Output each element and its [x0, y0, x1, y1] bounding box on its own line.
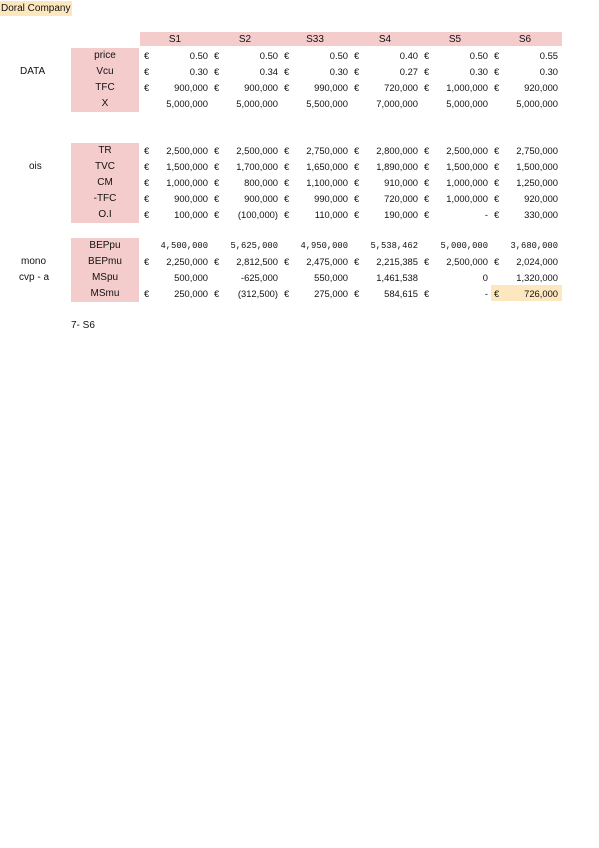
table-cell: 3,680,000 [510, 241, 558, 251]
table-cell: 2,024,000 [516, 256, 558, 267]
table-cell: 1,650,000 [306, 161, 348, 172]
currency-symbol: € [354, 177, 360, 188]
currency-symbol: € [424, 50, 430, 61]
currency-symbol: € [284, 209, 290, 220]
table-cell: 0 [482, 272, 488, 283]
currency-symbol: € [354, 66, 360, 77]
currency-symbol: € [494, 288, 500, 299]
table-cell: 1,500,000 [516, 161, 558, 172]
table-cell: 900,000 [174, 193, 208, 204]
table-cell: 4,950,000 [300, 241, 348, 251]
table-cell: 1,000,000 [166, 177, 208, 188]
table-cell: 0.27 [399, 66, 418, 77]
currency-symbol: € [284, 161, 290, 172]
table-cell: 2,812,500 [236, 256, 278, 267]
currency-symbol: € [214, 145, 220, 156]
table-cell: 5,000,000 [516, 98, 558, 109]
currency-symbol: € [424, 256, 430, 267]
currency-symbol: € [214, 66, 220, 77]
group-label-mono: mono [21, 256, 47, 267]
table-cell: 2,500,000 [446, 256, 488, 267]
group-label-data: DATA [20, 66, 46, 77]
currency-symbol: € [144, 66, 150, 77]
table-cell: 190,000 [384, 209, 418, 220]
table-cell: 550,000 [314, 272, 348, 283]
table-cell: 990,000 [314, 193, 348, 204]
column-header-s4: S4 [378, 34, 392, 45]
currency-symbol: € [494, 193, 500, 204]
table-cell: 1,320,000 [516, 272, 558, 283]
currency-symbol: € [494, 161, 500, 172]
company-title: Doral Company [1, 3, 71, 14]
currency-symbol: € [494, 145, 500, 156]
row-label-mspu: MSpu [71, 270, 139, 286]
currency-symbol: € [144, 161, 150, 172]
currency-symbol: € [214, 161, 220, 172]
table-cell: 720,000 [384, 193, 418, 204]
currency-symbol: € [424, 161, 430, 172]
table-cell: -625,000 [240, 272, 278, 283]
currency-symbol: € [354, 256, 360, 267]
currency-symbol: € [494, 177, 500, 188]
column-header-s2: S2 [238, 34, 252, 45]
table-cell: 5,000,000 [440, 241, 488, 251]
row-label-price: price [71, 48, 139, 64]
row-label-tfc: -TFC [71, 191, 139, 207]
currency-symbol: € [214, 256, 220, 267]
table-cell: (100,000) [237, 209, 278, 220]
table-cell: 900,000 [174, 82, 208, 93]
table-cell: 584,615 [384, 288, 418, 299]
note-text: 7- S6 [71, 320, 95, 331]
column-header-s6: S6 [518, 34, 532, 45]
table-cell: 2,800,000 [376, 145, 418, 156]
currency-symbol: € [494, 209, 500, 220]
currency-symbol: € [284, 82, 290, 93]
currency-symbol: € [354, 82, 360, 93]
table-cell: 2,750,000 [306, 145, 348, 156]
currency-symbol: € [144, 145, 150, 156]
row-label-tvc: TVC [71, 159, 139, 175]
currency-symbol: € [424, 193, 430, 204]
table-cell: 800,000 [244, 177, 278, 188]
currency-symbol: € [354, 288, 360, 299]
table-cell: 2,250,000 [166, 256, 208, 267]
currency-symbol: € [214, 193, 220, 204]
table-cell: 2,475,000 [306, 256, 348, 267]
table-cell: 1,461,538 [376, 272, 418, 283]
table-cell: 2,500,000 [446, 145, 488, 156]
currency-symbol: € [144, 82, 150, 93]
currency-symbol: € [284, 50, 290, 61]
table-cell: 330,000 [524, 209, 558, 220]
table-cell: 1,100,000 [306, 177, 348, 188]
table-cell: 920,000 [524, 193, 558, 204]
row-label-x: X [71, 96, 139, 112]
table-cell: 1,250,000 [516, 177, 558, 188]
table-cell: 726,000 [524, 288, 558, 299]
table-cell: 1,500,000 [166, 161, 208, 172]
currency-symbol: € [284, 193, 290, 204]
currency-symbol: € [214, 209, 220, 220]
table-cell: 0.55 [539, 50, 558, 61]
currency-symbol: € [354, 50, 360, 61]
currency-symbol: € [284, 256, 290, 267]
table-cell: 1,000,000 [446, 177, 488, 188]
currency-symbol: € [284, 177, 290, 188]
currency-symbol: € [214, 50, 220, 61]
row-label-tfc: TFC [71, 80, 139, 96]
currency-symbol: € [284, 145, 290, 156]
table-cell: 1,000,000 [446, 193, 488, 204]
currency-symbol: € [354, 161, 360, 172]
row-label-beppu: BEPpu [71, 238, 139, 254]
table-cell: 0.40 [399, 50, 418, 61]
table-cell: 0.34 [259, 66, 278, 77]
currency-symbol: € [494, 256, 500, 267]
table-cell: 250,000 [174, 288, 208, 299]
table-cell: - [484, 288, 488, 299]
currency-symbol: € [494, 82, 500, 93]
currency-symbol: € [214, 288, 220, 299]
table-cell: 0.30 [329, 66, 348, 77]
table-cell: 920,000 [524, 82, 558, 93]
currency-symbol: € [424, 82, 430, 93]
currency-symbol: € [144, 193, 150, 204]
table-cell: 0.50 [469, 50, 488, 61]
table-cell: 5,500,000 [306, 98, 348, 109]
table-cell: 7,000,000 [376, 98, 418, 109]
row-label-cm: CM [71, 175, 139, 191]
row-label-vcu: Vcu [71, 64, 139, 80]
table-cell: - [484, 209, 488, 220]
table-cell: 4,500,000 [160, 241, 208, 251]
table-cell: 5,000,000 [446, 98, 488, 109]
currency-symbol: € [284, 66, 290, 77]
column-header-s33: S33 [306, 34, 324, 45]
currency-symbol: € [144, 256, 150, 267]
currency-symbol: € [424, 209, 430, 220]
table-cell: 100,000 [174, 209, 208, 220]
table-cell: 110,000 [314, 209, 348, 220]
currency-symbol: € [354, 209, 360, 220]
table-cell: 900,000 [244, 82, 278, 93]
currency-symbol: € [424, 177, 430, 188]
table-cell: (312,500) [237, 288, 278, 299]
table-cell: 0.50 [329, 50, 348, 61]
column-header-s5: S5 [448, 34, 462, 45]
table-cell: 2,500,000 [236, 145, 278, 156]
currency-symbol: € [214, 82, 220, 93]
table-cell: 1,500,000 [446, 161, 488, 172]
row-label-tr: TR [71, 143, 139, 159]
currency-symbol: € [144, 50, 150, 61]
table-cell: 2,500,000 [166, 145, 208, 156]
row-label-o-i: O.I [71, 207, 139, 223]
currency-symbol: € [424, 66, 430, 77]
currency-symbol: € [424, 145, 430, 156]
column-header-band [140, 32, 562, 46]
table-cell: 1,700,000 [236, 161, 278, 172]
table-cell: 990,000 [314, 82, 348, 93]
table-cell: 2,215,385 [376, 256, 418, 267]
table-cell: 1,000,000 [446, 82, 488, 93]
column-header-s1: S1 [168, 34, 182, 45]
currency-symbol: € [144, 288, 150, 299]
table-cell: 275,000 [314, 288, 348, 299]
group-label-cvp: cvp - a [19, 272, 50, 283]
table-cell: 0.50 [259, 50, 278, 61]
table-cell: 5,000,000 [236, 98, 278, 109]
currency-symbol: € [214, 177, 220, 188]
currency-symbol: € [424, 288, 430, 299]
table-cell: 720,000 [384, 82, 418, 93]
table-cell: 0.30 [469, 66, 488, 77]
table-cell: 0.30 [539, 66, 558, 77]
group-label-ois: ois [29, 161, 42, 172]
currency-symbol: € [144, 209, 150, 220]
row-label-bepmu: BEPmu [71, 254, 139, 270]
table-cell: 0.30 [189, 66, 208, 77]
currency-symbol: € [494, 50, 500, 61]
table-cell: 5,000,000 [166, 98, 208, 109]
table-cell: 900,000 [244, 193, 278, 204]
table-cell: 500,000 [174, 272, 208, 283]
currency-symbol: € [144, 177, 150, 188]
currency-symbol: € [354, 193, 360, 204]
table-cell: 1,890,000 [376, 161, 418, 172]
currency-symbol: € [284, 288, 290, 299]
table-cell: 5,538,462 [370, 241, 418, 251]
row-label-msmu: MSmu [71, 286, 139, 302]
currency-symbol: € [494, 66, 500, 77]
table-cell: 5,625,000 [230, 241, 278, 251]
table-cell: 0.50 [189, 50, 208, 61]
currency-symbol: € [354, 145, 360, 156]
table-cell: 910,000 [384, 177, 418, 188]
table-cell: 2,750,000 [516, 145, 558, 156]
